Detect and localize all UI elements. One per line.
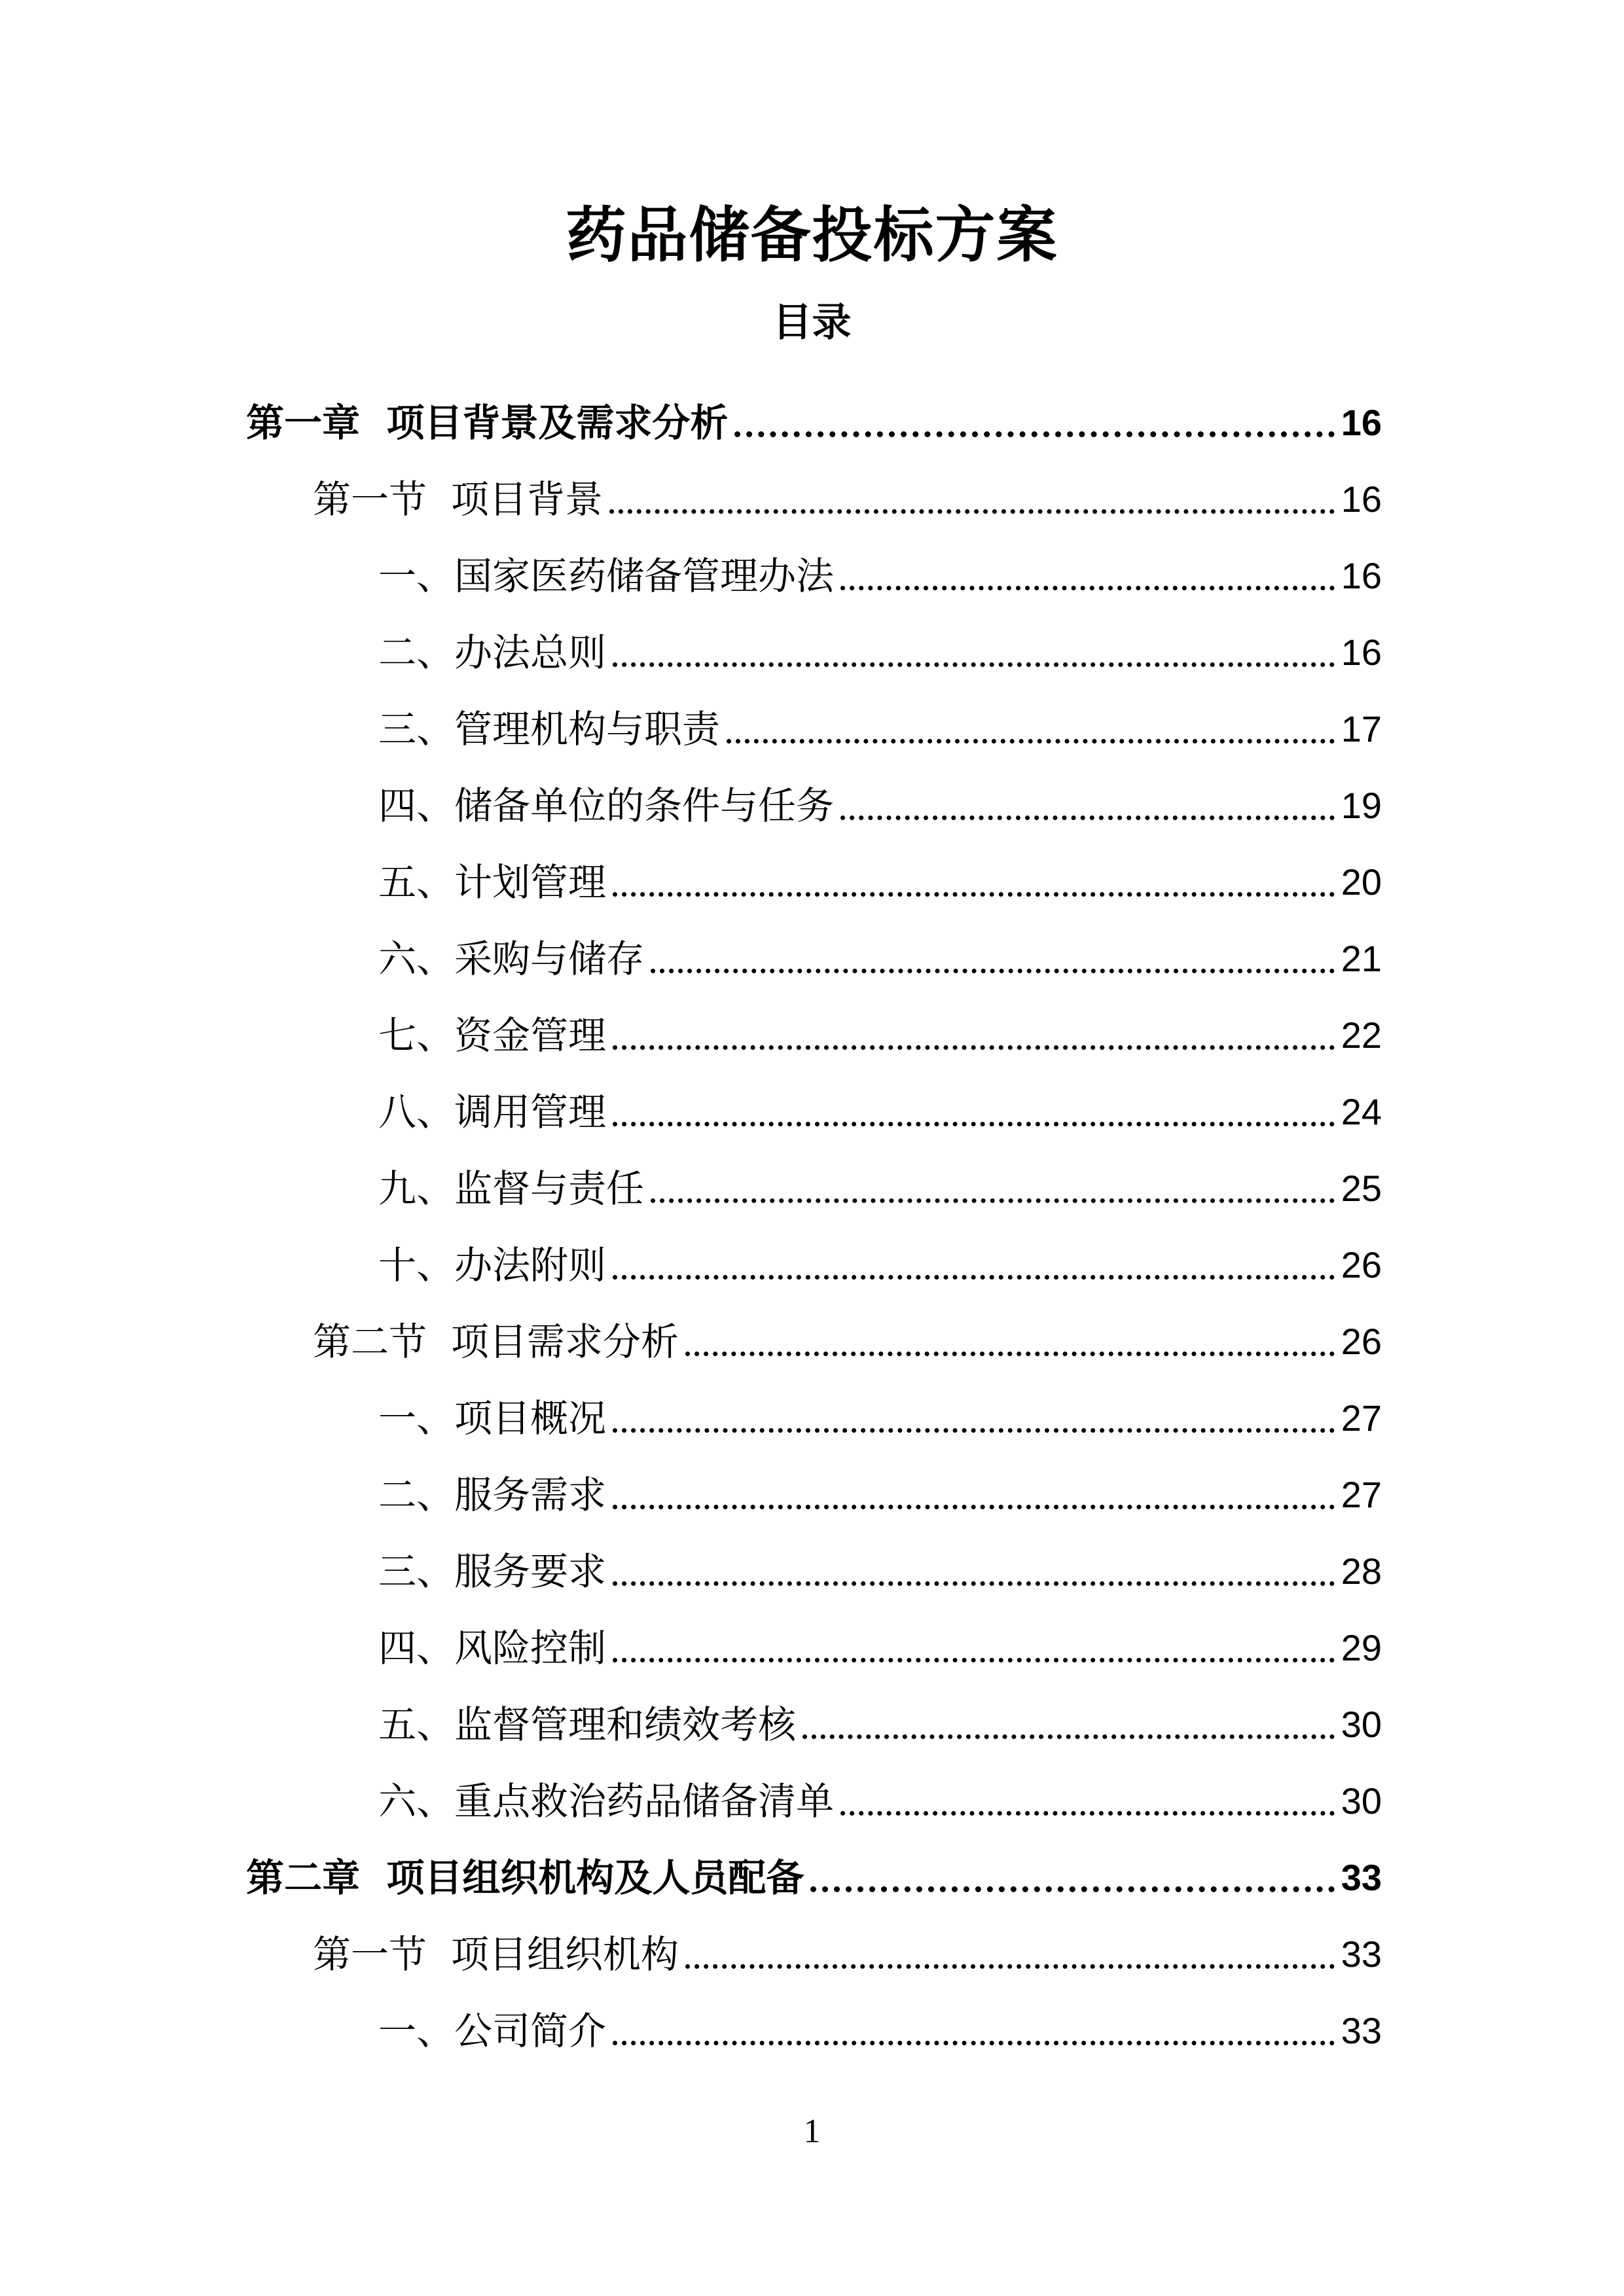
toc-heading: 目录 <box>772 300 852 346</box>
toc-dot-leader <box>651 1198 1335 1203</box>
toc-entry[interactable] <box>378 1611 1382 1674</box>
toc-entry[interactable] <box>378 1075 1382 1138</box>
toc-entry-page-number: 25 <box>1341 1168 1382 1209</box>
toc-entry-label: 七、资金管理 <box>378 1013 607 1058</box>
toc-entry[interactable] <box>246 1841 1382 1904</box>
toc-dot-leader <box>613 1505 1335 1509</box>
toc-entry[interactable] <box>378 1458 1382 1521</box>
toc-entry[interactable] <box>378 769 1382 832</box>
toc-dot-leader <box>685 1352 1335 1356</box>
toc-dot-leader <box>613 1581 1335 1586</box>
toc-entry-label: 六、重点救治药品储备清单 <box>378 1779 835 1823</box>
toc-entry-page-number: 17 <box>1341 708 1382 749</box>
toc-entry-label: 八、调用管理 <box>378 1090 607 1134</box>
toc-entry-page-number: 27 <box>1341 1397 1382 1439</box>
toc-dot-leader <box>613 2041 1335 2045</box>
toc-entry[interactable] <box>378 1152 1382 1215</box>
toc-entry-label: 第一章 项目背景及需求分析 <box>246 401 729 445</box>
toc-entry-label: 四、储备单位的条件与任务 <box>378 783 835 828</box>
toc-entry-page-number: 21 <box>1341 938 1382 979</box>
toc-entry[interactable] <box>378 1535 1382 1598</box>
toc-entry-label: 第二章 项目组织机构及人员配备 <box>246 1856 804 1900</box>
toc-dot-leader <box>651 969 1335 973</box>
toc-entry-page-number: 33 <box>1341 1857 1382 1898</box>
toc-entry-page-number: 30 <box>1341 1780 1382 1821</box>
toc-dot-leader <box>613 892 1335 897</box>
toc-dot-leader <box>613 1658 1335 1662</box>
toc-dot-leader <box>685 1964 1335 1969</box>
toc-entry[interactable] <box>246 386 1382 449</box>
document-title: 药品储备投标方案 <box>566 200 1058 270</box>
toc-entry-label: 第二节 项目需求分析 <box>313 1319 679 1364</box>
toc-entry[interactable] <box>378 1382 1382 1444</box>
toc-entry[interactable] <box>378 846 1382 908</box>
toc-entry-page-number: 29 <box>1341 1627 1382 1668</box>
toc-entry-label: 三、管理机构与职责 <box>378 707 721 751</box>
page-number: 1 <box>803 2113 821 2150</box>
toc-entry[interactable] <box>378 1688 1382 1751</box>
toc-entry-label: 十、办法附则 <box>378 1243 607 1287</box>
toc-entry-label: 五、监督管理和绩效考核 <box>378 1702 797 1747</box>
toc-entry-page-number: 16 <box>1341 632 1382 673</box>
toc-dot-leader <box>613 1122 1335 1126</box>
toc-dot-leader <box>840 586 1335 590</box>
toc-entry[interactable] <box>378 1229 1382 1291</box>
toc-entry-label: 九、监督与责任 <box>378 1166 645 1211</box>
toc-entry-page-number: 19 <box>1341 785 1382 826</box>
toc-dot-leader <box>803 1734 1335 1739</box>
toc-entry-page-number: 22 <box>1341 1014 1382 1056</box>
toc-dot-leader <box>734 431 1334 437</box>
toc-entry-label: 一、项目概况 <box>378 1396 607 1441</box>
toc-entry-page-number: 27 <box>1341 1474 1382 1515</box>
toc-entry[interactable] <box>378 922 1382 985</box>
toc-entry-page-number: 16 <box>1341 402 1382 443</box>
toc-entry-page-number: 26 <box>1341 1321 1382 1362</box>
toc-entry-label: 第一节 项目背景 <box>313 477 603 522</box>
toc-entry-label: 二、办法总则 <box>378 630 607 675</box>
toc-entry[interactable] <box>378 539 1382 602</box>
toc-entry-label: 第一节 项目组织机构 <box>313 1932 679 1977</box>
toc-entry-label: 一、国家医药储备管理办法 <box>378 554 835 598</box>
toc-entry[interactable] <box>313 1305 1382 1368</box>
toc-dot-leader <box>727 739 1335 744</box>
toc-entry-page-number: 16 <box>1341 555 1382 596</box>
toc-entry-page-number: 26 <box>1341 1244 1382 1285</box>
toc-dot-leader <box>609 509 1335 514</box>
toc-entry-page-number: 16 <box>1341 478 1382 520</box>
toc-dot-leader <box>613 1045 1335 1050</box>
toc-entry-label: 五、计划管理 <box>378 860 607 905</box>
toc-entry-label: 一、公司简介 <box>378 2009 607 2053</box>
toc-entry-label: 三、服务要求 <box>378 1549 607 1594</box>
toc-entry-page-number: 24 <box>1341 1091 1382 1132</box>
toc-entry-page-number: 30 <box>1341 1704 1382 1745</box>
toc-dot-leader <box>613 1428 1335 1433</box>
toc-entry-page-number: 20 <box>1341 861 1382 903</box>
toc-entry[interactable] <box>378 692 1382 755</box>
toc-dot-leader <box>840 1811 1335 1816</box>
toc-entry[interactable] <box>378 1994 1382 2057</box>
toc-entry-label: 二、服务需求 <box>378 1473 607 1517</box>
toc-dot-leader <box>840 816 1335 820</box>
toc-entry[interactable] <box>378 999 1382 1062</box>
toc-entry-label: 六、采购与储存 <box>378 937 645 981</box>
toc-entry-label: 四、风险控制 <box>378 1626 607 1670</box>
toc-entry-page-number: 33 <box>1341 2010 1382 2051</box>
toc-entry[interactable] <box>313 1918 1382 1981</box>
toc-entry[interactable] <box>378 1765 1382 1827</box>
toc-dot-leader <box>810 1886 1334 1892</box>
toc-entry[interactable] <box>378 616 1382 679</box>
toc-entry[interactable] <box>313 463 1382 526</box>
toc-entry-page-number: 33 <box>1341 1933 1382 1975</box>
toc-entry-page-number: 28 <box>1341 1551 1382 1592</box>
toc-dot-leader <box>613 662 1335 667</box>
toc-dot-leader <box>613 1275 1335 1280</box>
